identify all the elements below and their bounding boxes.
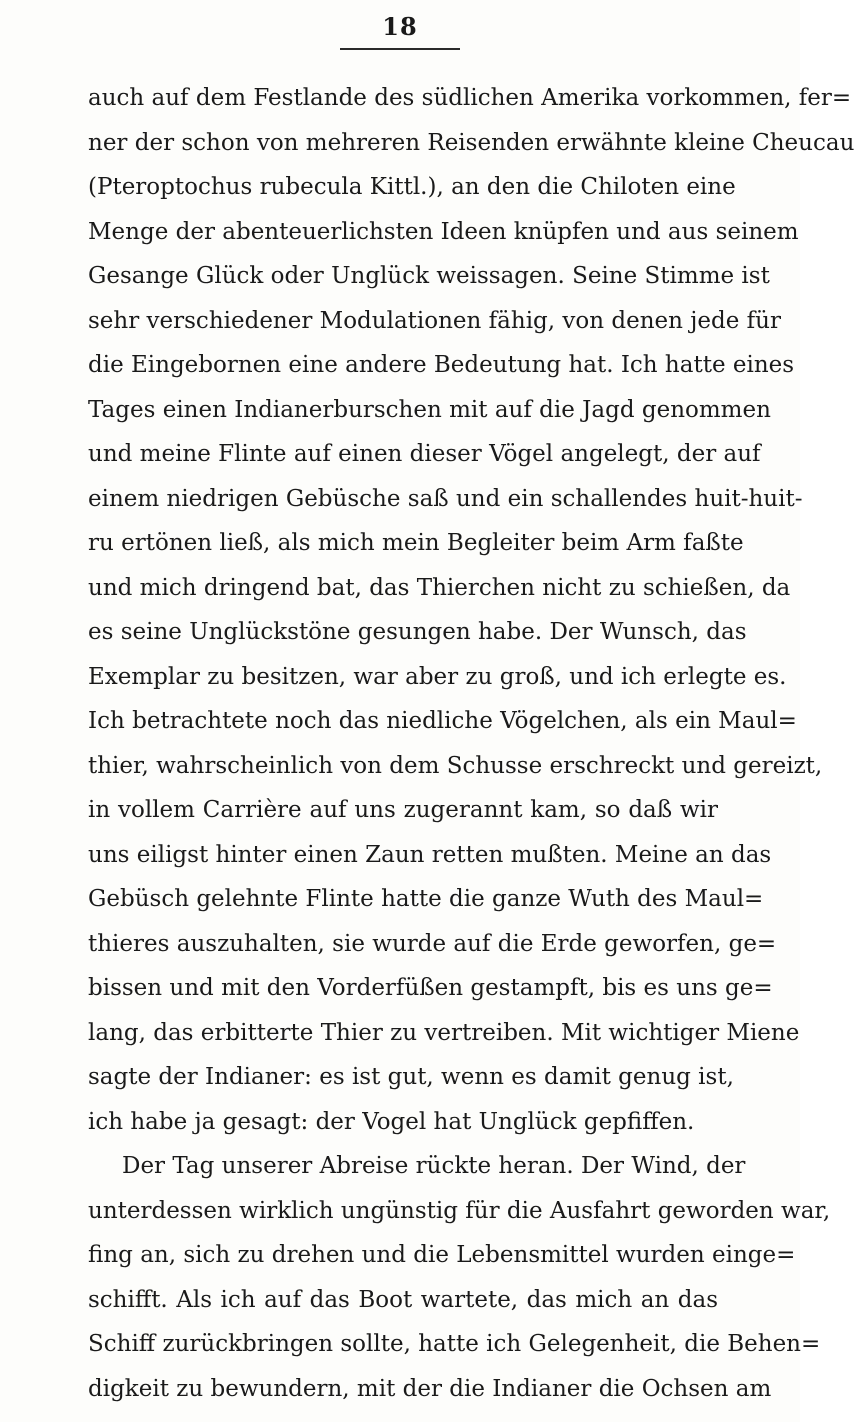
text-line: einem niedrigen Gebüsche saß und ein schallendes huit-huit- — [88, 485, 803, 512]
text-line: bissen und mit den Vorderfüßen gestampft, bis es uns ge= — [88, 975, 773, 1001]
text-line: ru ertönen ließ, als mich mein Begleiter beim Arm faßte — [88, 530, 744, 556]
text-line: die Eingebornen eine andere Bedeutung hat. Ich hatte eines — [88, 352, 795, 378]
text-line: schifft. Als ich auf das Boot wartete, das mich an das — [88, 1286, 718, 1313]
text-line: Tages einen Indianerburschen mit auf die Jagd genommen — [88, 396, 771, 423]
body-text — [88, 76, 854, 1411]
header-rule — [340, 48, 460, 50]
text-line: Gesange Glück oder Unglück weissagen. Seine Stimme ist — [88, 263, 770, 289]
text-line: es seine Unglückstöne gesungen habe. Der Wunsch, das — [88, 619, 747, 645]
text-line: digkeit zu bewundern, mit der die Indianer die Ochsen am — [88, 1375, 772, 1402]
text-line: ner der schon von mehreren Reisenden erwähnte kleine Cheucau — [88, 129, 854, 156]
text-line: Schiff zurückbringen sollte, hatte ich Gelegenheit, die Behen= — [88, 1331, 821, 1357]
text-line: (Pteroptochus rubecula Kittl.), an den die Chiloten eine — [88, 174, 736, 200]
page-number: 18 — [382, 12, 418, 41]
text-line: ich habe ja gesagt: der Vogel hat Unglück gepfiffen. — [88, 1108, 695, 1135]
text-line: Menge der abenteuerlichsten Ideen knüpfen und aus seinem — [88, 218, 799, 245]
text-line: und meine Flinte auf einen dieser Vögel angelegt, der auf — [88, 441, 761, 467]
text-line: sagte der Indianer: es ist gut, wenn es damit genug ist, — [88, 1064, 734, 1090]
text-line: sehr verschiedener Modulationen fähig, von denen jede für — [88, 307, 781, 334]
text-line: fing an, sich zu drehen und die Lebensmittel wurden einge= — [88, 1242, 796, 1268]
text-line: Gebüsch gelehnte Flinte hatte die ganze Wuth des Maul= — [88, 886, 764, 912]
text-line: thieres auszuhalten, sie wurde auf die Erde geworfen, ge= — [88, 930, 777, 957]
text-line: lang, das erbitterte Thier zu vertreiben. Mit wichtiger Miene — [88, 1019, 800, 1046]
text-line: in vollem Carrière auf uns zugerannt kam, so daß wir — [88, 797, 718, 823]
text-line: auch auf dem Festlande des südlichen Amerika vorkommen, fer= — [88, 85, 852, 111]
text-line: Exemplar zu besitzen, war aber zu groß, und ich erlegte es. — [88, 663, 787, 690]
text-line: thier, wahrscheinlich von dem Schusse erschreckt und gereizt, — [88, 752, 823, 779]
text-line: Der Tag unserer Abreise rückte heran. Der Wind, der — [122, 1153, 746, 1179]
text-line: unterdessen wirklich ungünstig für die Ausfahrt geworden war, — [88, 1197, 831, 1224]
text-line: uns eiligst hinter einen Zaun retten mußten. Meine an das — [88, 841, 772, 868]
text-line: und mich dringend bat, das Thierchen nicht zu schießen, da — [88, 574, 791, 601]
text-line: Ich betrachtete noch das niedliche Vögelchen, als ein Maul= — [88, 708, 797, 734]
